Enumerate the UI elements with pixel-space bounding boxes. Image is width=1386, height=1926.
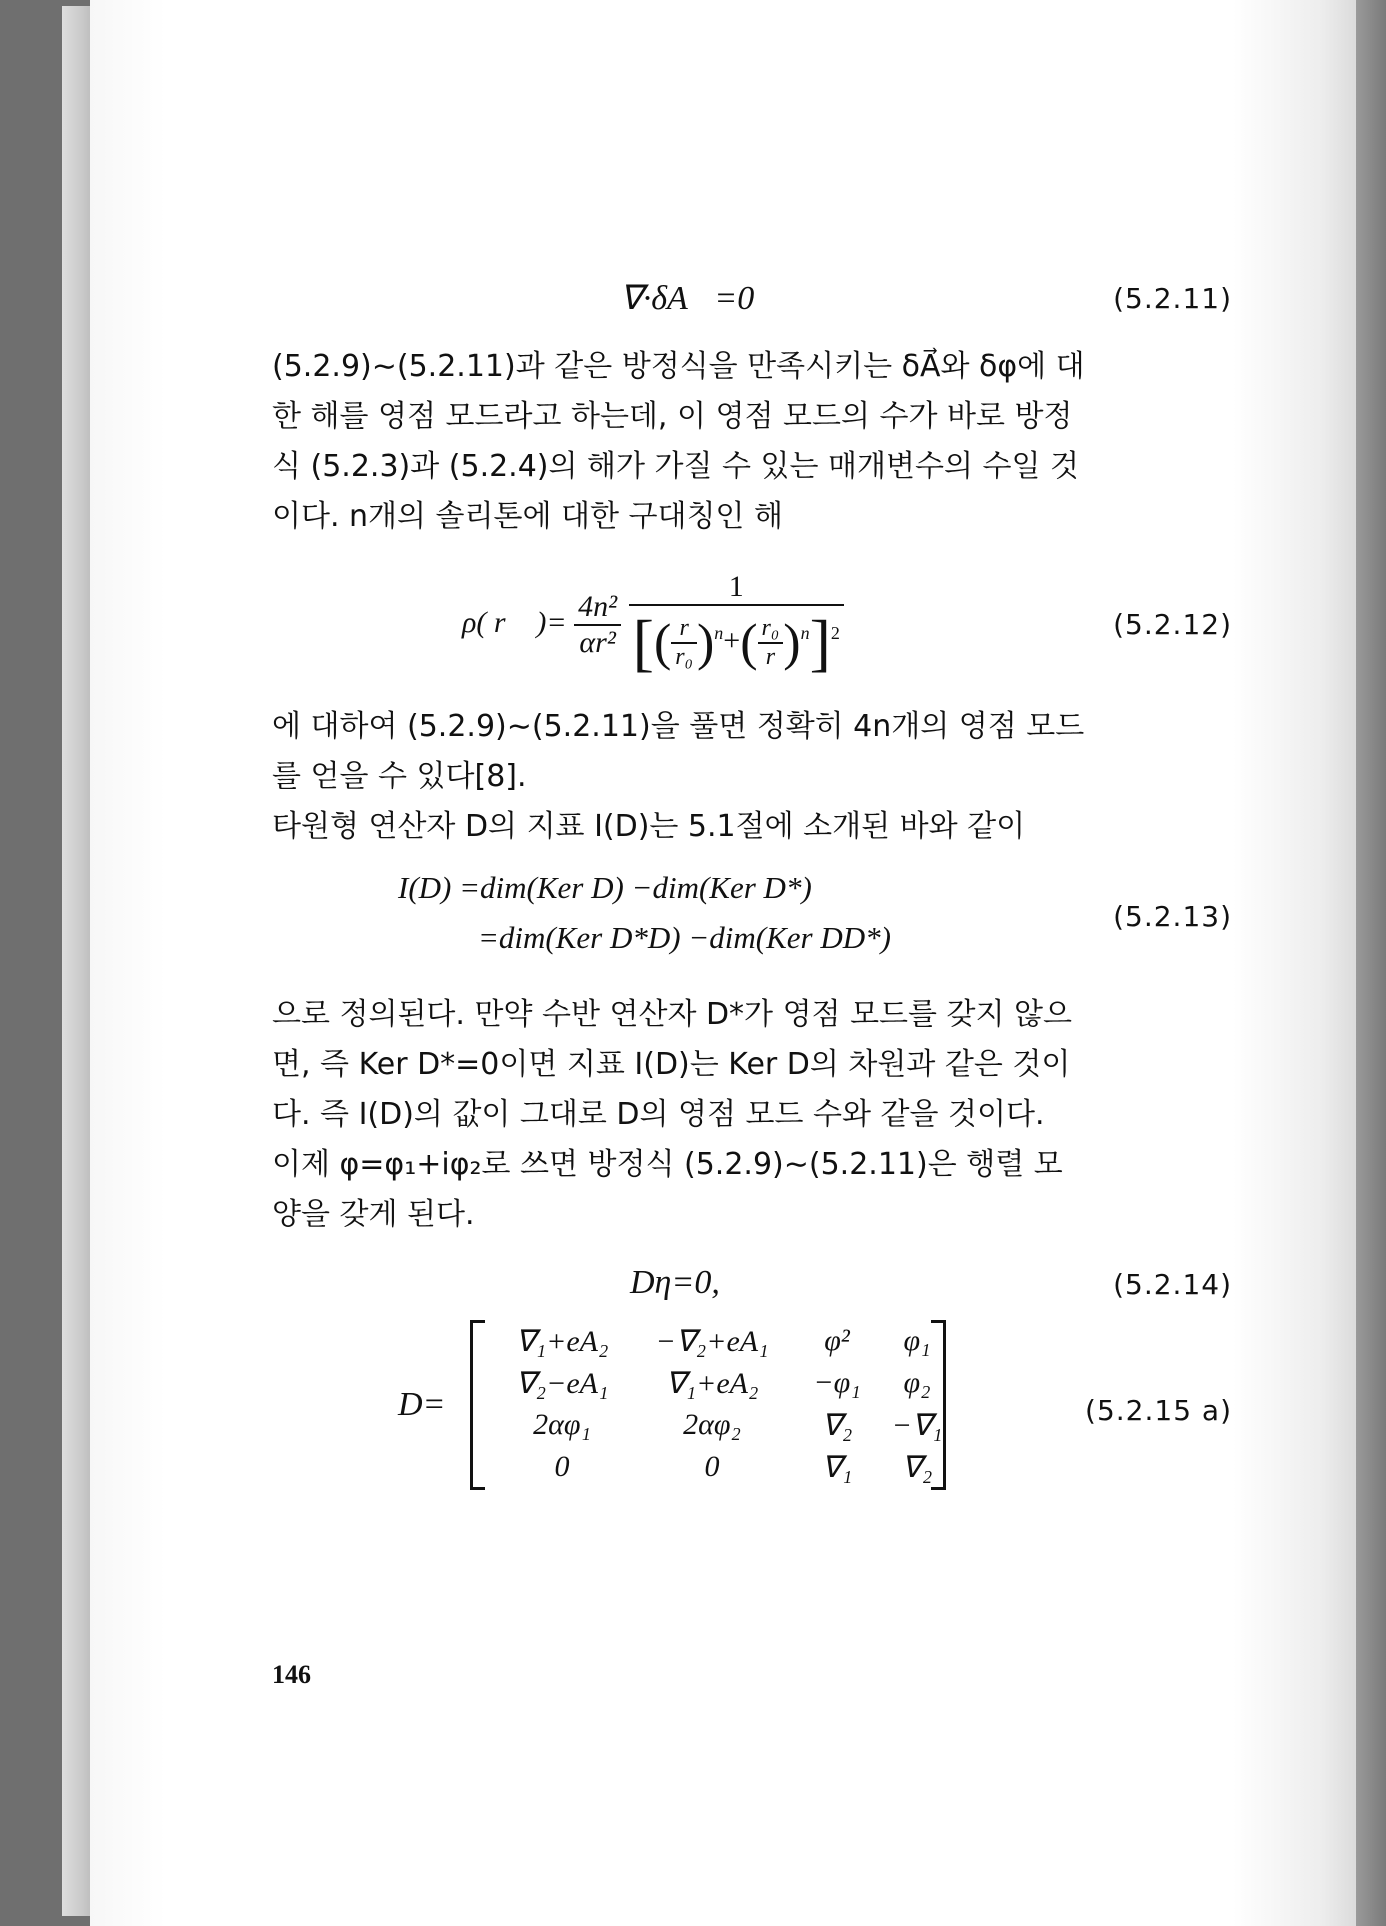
equation-5-2-12 — [272, 570, 1232, 680]
equation-expression: Dη=0, — [630, 1264, 720, 1301]
matrix-cell: −∇₂+eA₁ — [655, 1325, 769, 1358]
matrix-cell: φ² — [824, 1324, 850, 1357]
main-fraction — [629, 570, 844, 680]
equation-line-1: I(D) =dim(Ker D) −dim(Ker D*) — [398, 870, 812, 905]
equation-5-2-11 — [272, 278, 1232, 318]
equation-expression: ∇·δA⃗=0 — [620, 280, 755, 317]
power-2: 2 — [830, 622, 840, 643]
matrix-cell: ∇₂ — [821, 1409, 853, 1442]
main-denominator: [( $\frac{r}{\text{r₀}}$ )$^n$+( $\frac{\text{r₀}}{r}$ )$^n$]$^2$ — [632, 607, 840, 678]
matrix-cell: ∇₁+eA₂ — [515, 1325, 609, 1358]
equation-number: (5.2.12) — [1113, 608, 1232, 641]
text-line: 타원형 연산자 D의 지표 I(D)는 5.1절에 소개된 바와 같이 — [272, 809, 1026, 844]
ratio-den: r — [765, 644, 776, 670]
text-line: 한 해를 영점 모드라고 하는데, 이 영점 모드의 수가 바로 방정 — [272, 399, 1073, 434]
matrix-cell: φ₁ — [903, 1324, 931, 1357]
matrix-cell: 2αφ₁ — [533, 1408, 591, 1441]
text-line: 식 (5.2.3)과 (5.2.4)의 해가 가질 수 있는 매개변수의 수일 것 — [272, 449, 1079, 484]
matrix-cell: ∇₁ — [821, 1451, 853, 1484]
text-line: 양을 갖게 된다. — [272, 1197, 475, 1232]
coefficient-numerator: 4n² — [574, 590, 621, 626]
ratio-num: r₀ — [758, 615, 784, 644]
matrix-cell: ∇₁+eA₂ — [665, 1367, 759, 1400]
text-line: 면, 즉 Ker D*=0이면 지표 I(D)는 Ker D의 차원과 같은 것이 — [272, 1047, 1071, 1082]
text-line: 으로 정의된다. 만약 수반 연산자 D*가 영점 모드를 갖지 않으 — [272, 997, 1073, 1032]
matrix-grid — [487, 1324, 947, 1492]
matrix-lhs: D= — [398, 1386, 446, 1423]
equation-5-2-14 — [272, 1264, 1232, 1304]
power-n: n — [800, 622, 810, 643]
paragraph-3 — [272, 990, 1232, 1240]
coefficient-denominator: αr² — [579, 626, 616, 659]
ratio-num: r — [671, 615, 697, 644]
equation-number: (5.2.14) — [1113, 1268, 1232, 1301]
plus-sign: + — [723, 623, 741, 657]
equation-expression — [462, 570, 844, 680]
equation-number: (5.2.13) — [1113, 900, 1232, 933]
text-line: 를 얻을 수 있다[8]. — [272, 759, 527, 794]
rho-lhs: ρ( r⃗ )= — [462, 605, 567, 639]
matrix-D — [470, 1320, 946, 1490]
coefficient-fraction — [574, 590, 621, 660]
equation-number-5-2-15a: (5.2.15 a) — [1085, 1394, 1232, 1427]
equation-line-2: =dim(Ker D*D) −dim(Ker DD*) — [478, 920, 891, 955]
power-n: n — [714, 622, 724, 643]
paragraph-2 — [272, 702, 1232, 852]
page-number: 146 — [272, 1660, 311, 1689]
matrix-cell: −φ₁ — [813, 1366, 861, 1399]
text-line: (5.2.9)∼(5.2.11)과 같은 방정식을 만족시키는 δA⃗와 δφ에 대 — [272, 349, 1085, 384]
equation-number: (5.2.11) — [1113, 282, 1232, 315]
matrix-cell: 2αφ₂ — [683, 1408, 741, 1441]
page-edge-shadow — [1356, 0, 1386, 1926]
text-line: 이다. n개의 솔리톤에 대한 구대칭인 해 — [272, 499, 783, 534]
matrix-cell: φ₂ — [903, 1366, 931, 1399]
matrix-cell: −∇₁ — [891, 1409, 943, 1442]
equation-5-2-13 — [272, 870, 1232, 970]
text-line: 다. 즉 I(D)의 값이 그대로 D의 영점 모드 수와 같을 것이다. — [272, 1097, 1045, 1132]
main-numerator: 1 — [629, 570, 844, 606]
matrix-cell: 0 — [704, 1450, 720, 1483]
text-line: 에 대하여 (5.2.9)∼(5.2.11)을 풀면 정확히 4n개의 영점 모드 — [272, 709, 1085, 744]
ratio-den: r₀ — [675, 644, 693, 670]
matrix-cell: 0 — [554, 1450, 570, 1483]
paragraph-1 — [272, 342, 1232, 542]
text-line: 이제 φ=φ₁+iφ₂로 쓰면 방정식 (5.2.9)∼(5.2.11)은 행렬 모 — [272, 1147, 1063, 1182]
matrix-cell: ∇₂ — [901, 1451, 933, 1484]
matrix-cell: ∇₂−eA₁ — [515, 1367, 609, 1400]
